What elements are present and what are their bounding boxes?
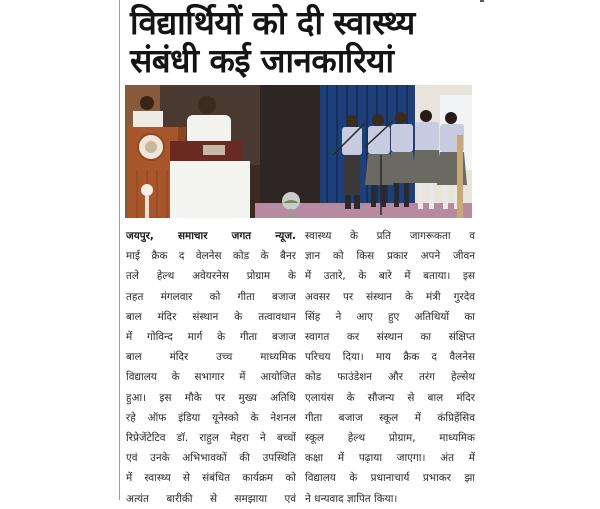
article-line: ज्ञान को किस प्रकार अपने जीवन bbox=[305, 250, 475, 263]
article-line: बाल मंदिर संस्थान के तत्वावधान bbox=[126, 310, 296, 323]
article-line: तहत मंगलवार को गीता बजाज bbox=[126, 290, 296, 303]
photo-lamp bbox=[141, 184, 153, 196]
article-line: स्वास्थ्य के प्रति जागरूकता व bbox=[305, 230, 475, 242]
photo-railing bbox=[457, 135, 463, 218]
dateline: जयपुर, समाचार जगत न्यूज. bbox=[126, 230, 296, 242]
article-line: में गोविन्द मार्ग के गीता बजाज bbox=[126, 331, 296, 344]
headline-line-1: विद्यार्थियों को दी स्वास्थ्य bbox=[130, 3, 415, 42]
photo-person-seated-head bbox=[140, 96, 154, 110]
article-column-1 bbox=[126, 226, 296, 509]
article-line: कक्षा में पढ़ाया जाएगा। अंत में bbox=[305, 452, 475, 465]
article-line: विद्यालय के प्रधानाचार्य प्रभाकर झा bbox=[305, 472, 475, 485]
article-line: गीता बजाज स्कूल में कंप्रिहेंसिव bbox=[305, 411, 475, 424]
article-line: माई क्रैक द वेलनेस कोड के बैनर bbox=[126, 250, 296, 263]
article-line: अत्यंत बारीकी से समझाया एवं bbox=[126, 492, 296, 505]
news-photo bbox=[125, 85, 472, 218]
article-line: ने धन्यवाद ज्ञापित किया। bbox=[305, 492, 398, 505]
headline bbox=[130, 4, 480, 80]
article-line: तले हेल्थ अवेयरनेस प्रोग्राम के bbox=[126, 270, 296, 283]
article-line: में स्वास्थ्य से संबंधित कार्यक्रम को bbox=[126, 472, 296, 485]
article-line: एवं उनके अभिभावकों की उपस्थिति bbox=[126, 452, 296, 465]
photo-illustration bbox=[125, 85, 472, 218]
article-line: कोड फाउंडेशन और तरंग हेल्सेथ bbox=[305, 371, 475, 384]
article-line: रहे ऑफ इंडिया यूनेस्को के नेशनल bbox=[126, 411, 296, 424]
article-line: सिंह ने आए हुए अतिथियों का bbox=[305, 310, 475, 323]
photo-person-harmonium-body bbox=[187, 115, 231, 145]
article-line: बाल मंदिर उच्च माध्यमिक bbox=[126, 351, 296, 364]
article-line: रिप्रेजेंटेटिव डॉ. राहुल मेहरा ने बच्चों bbox=[126, 432, 296, 445]
newspaper-clipping bbox=[119, 0, 480, 505]
article-line: स्वागत कर संस्थान का संक्षिप्त bbox=[305, 331, 475, 344]
photo-person-harmonium-head bbox=[198, 96, 216, 114]
photo-table bbox=[170, 161, 250, 218]
article-column-2 bbox=[305, 226, 475, 509]
article-line: हुआ। इस मौके पर मुख्य अतिथि bbox=[126, 391, 296, 404]
article-line: स्कूल हेल्थ प्रोग्राम, माध्यमिक bbox=[305, 432, 475, 445]
article-line: एलायंस के सौजन्य से बाल मंदिर bbox=[305, 391, 475, 404]
article-line: विद्यालय के सभागार में आयोजित bbox=[126, 371, 296, 384]
article-line: परिचय दिया। माय क्रैक द वैलनेस bbox=[305, 351, 475, 364]
headline-line-2: संबंधी कई जानकारियां bbox=[130, 41, 394, 80]
article-line: में उतारे, के बारे में बताया। इस bbox=[305, 270, 475, 283]
article-line: अवसर पर संस्थान के मंत्री गुरदेव bbox=[305, 290, 475, 303]
